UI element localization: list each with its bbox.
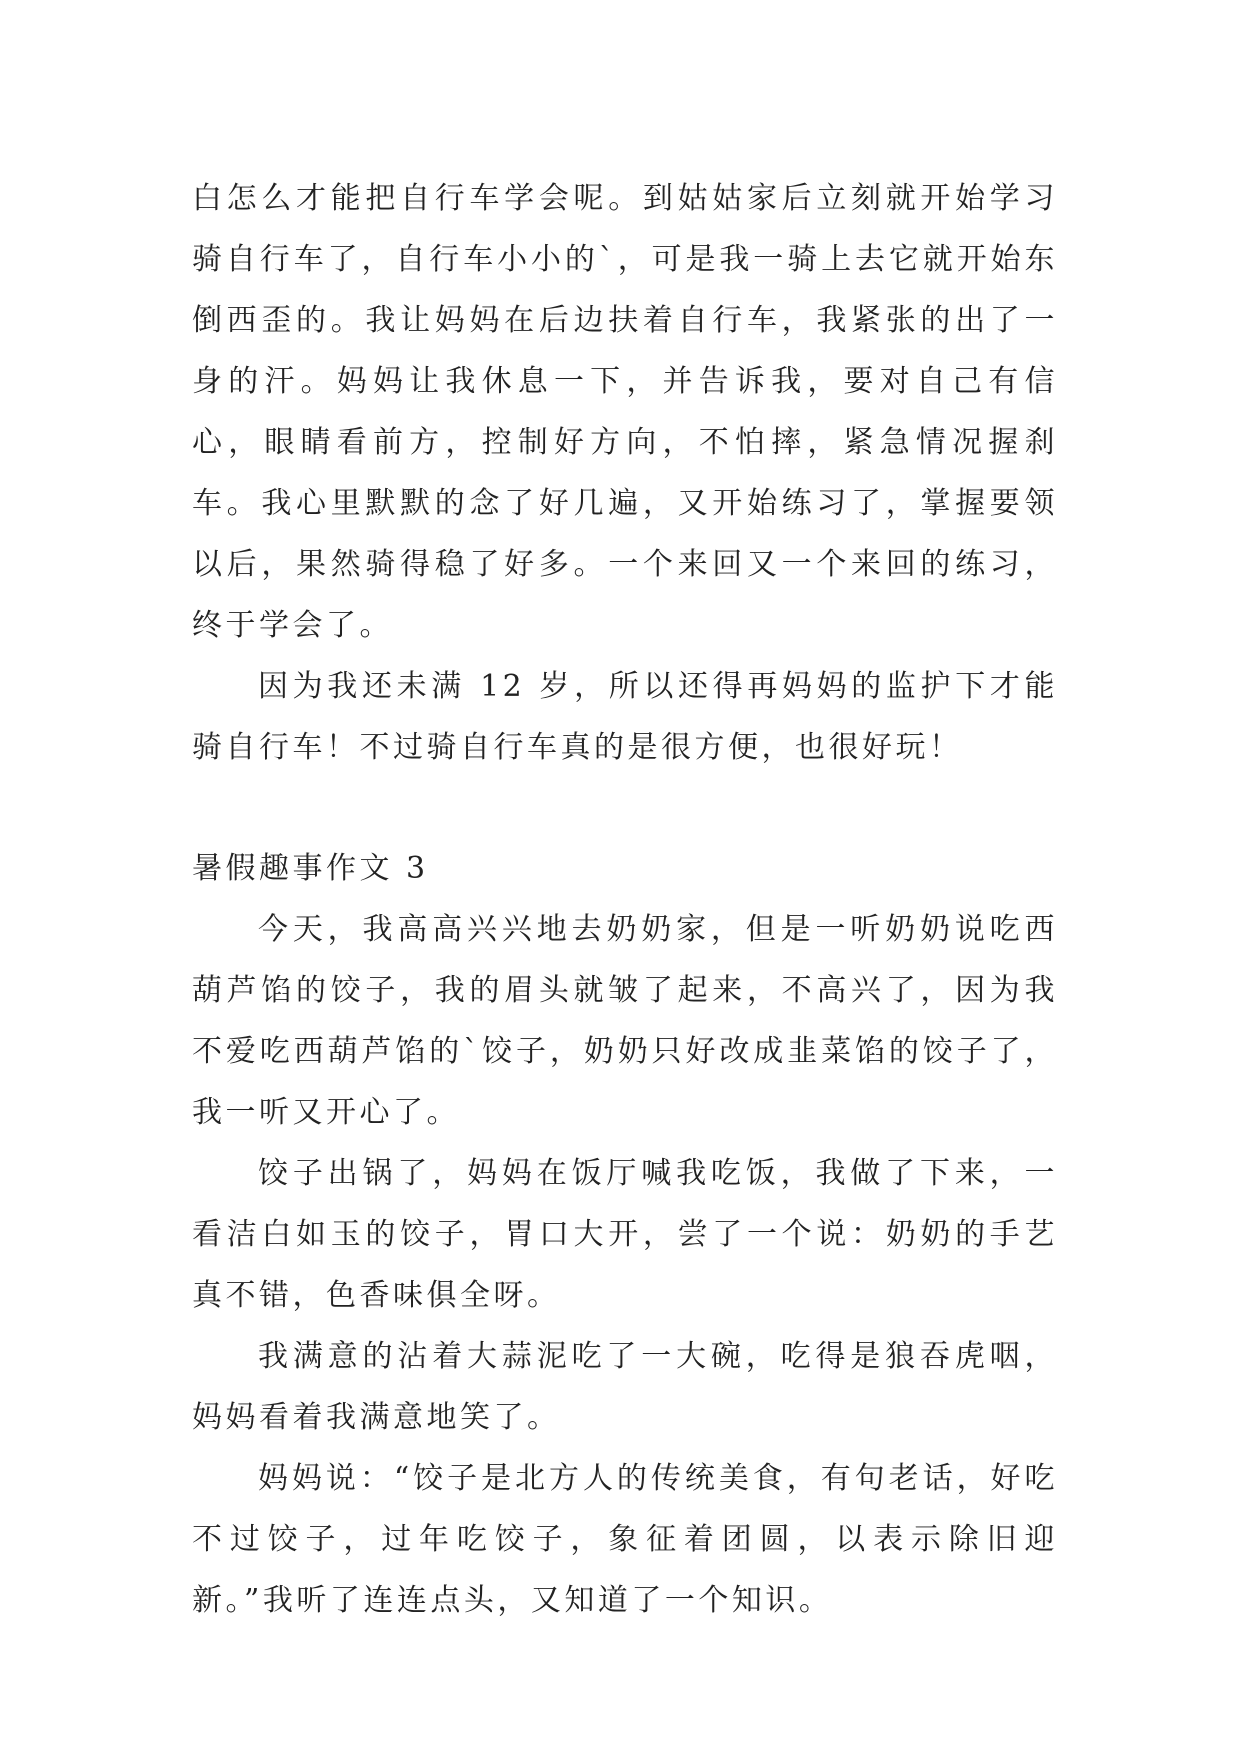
section-spacer [192, 778, 1058, 838]
paragraph: 因为我还未满 12 岁，所以还得再妈妈的监护下才能骑自行车！不过骑自行车真的是很方便，也很好玩！ [192, 669, 1058, 765]
document-body [192, 168, 1058, 1631]
section-title: 暑假趣事作文 3 [192, 851, 429, 886]
paragraph: 饺子出锅了，妈妈在饭厅喊我吃饭，我做了下来，一看洁白如玉的饺子，胃口大开，尝了一个说：奶奶的手艺真不错，色香味俱全呀。 [192, 1156, 1058, 1313]
paragraph: 今天，我高高兴兴地去奶奶家，但是一听奶奶说吃西葫芦馅的饺子，我的眉头就皱了起来，不高兴了，因为我不爱吃西葫芦馅的`饺子，奶奶只好改成韭菜馅的饺子了，我一听又开心了。 [192, 912, 1058, 1130]
paragraph-continued: 白怎么才能把自行车学会呢。到姑姑家后立刻就开始学习骑自行车了，自行车小小的`，可是我一骑上去它就开始东倒西歪的。我让妈妈在后边扶着自行车，我紧张的出了一身的汗。妈妈让我休息一下，并告诉我，要对自己有信心，眼睛看前方，控制好方向，不怕摔，紧急情况握刹车。我心里默默的念了好几遍，又开始练习了，掌握要领以后，果然骑得稳了好多。一个来回又一个来回的练习，终于学会了。 [192, 181, 1058, 643]
paragraph: 我满意的沾着大蒜泥吃了一大碗，吃得是狼吞虎咽，妈妈看着我满意地笑了。 [192, 1339, 1058, 1435]
paragraph: 妈妈说：“饺子是北方人的传统美食，有句老话，好吃不过饺子，过年吃饺子，象征着团圆，以表示除旧迎新。”我听了连连点头，又知道了一个知识。 [192, 1461, 1058, 1618]
